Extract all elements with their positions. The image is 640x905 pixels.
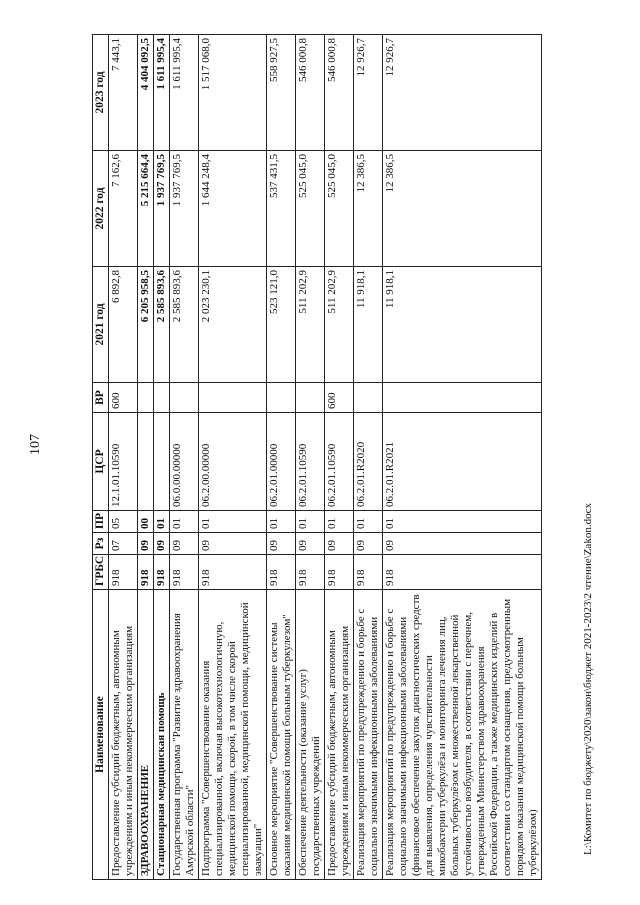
row-pr: 05 (109, 511, 138, 533)
row-vr (383, 383, 542, 413)
header-grbs: ГРБС (93, 555, 109, 590)
row-2023: 1 517 068,0 (199, 35, 267, 151)
row-name: Предоставление субсидий бюджетным, автономным учреждениям и иным некоммерческим организациям (109, 590, 138, 880)
row-grbs: 918 (154, 555, 170, 590)
row-csr: 06.2.01.10590 (296, 413, 325, 511)
row-name: Реализация мероприятий по предупреждению и борьбе с социально значимыми инфекционными заболеваниями (354, 590, 383, 880)
table-row (354, 35, 383, 880)
row-rz: 09 (154, 533, 170, 555)
row-name: Стационарная медицинская помощь (154, 590, 170, 880)
row-2021: 2 585 893,6 (154, 267, 170, 383)
row-2023: 558 927,5 (267, 35, 296, 151)
row-rz: 09 (267, 533, 296, 555)
row-2022: 7 162,6 (109, 151, 138, 267)
table-header-row (93, 35, 109, 880)
row-pr: 01 (354, 511, 383, 533)
row-vr: 600 (325, 383, 354, 413)
row-2021: 11 918,1 (383, 267, 542, 383)
row-pr: 01 (267, 511, 296, 533)
table-row (154, 35, 170, 880)
footer-file-path: L:\Комитет по бюджету\2020\закон\бюджет 2021-2023\2 чтение\Zakon.docx (582, 503, 594, 855)
row-2023: 1 611 995,4 (154, 35, 170, 151)
table-row (199, 35, 267, 880)
table-row (383, 35, 542, 880)
row-2022: 12 386,5 (383, 151, 542, 267)
header-csr: ЦСР (93, 413, 109, 511)
header-2023: 2023 год (93, 35, 109, 151)
row-rz: 09 (170, 533, 199, 555)
row-pr: 00 (138, 511, 154, 533)
row-csr: 06.2.01.R2021 (383, 413, 542, 511)
row-csr (154, 413, 170, 511)
row-name: Основное мероприятие "Совершенствование системы оказания медицинской помощи больным туберкулезом" (267, 590, 296, 880)
row-grbs: 918 (325, 555, 354, 590)
table-row (138, 35, 154, 880)
row-grbs: 918 (383, 555, 542, 590)
header-rz: Рз (93, 533, 109, 555)
row-vr (199, 383, 267, 413)
table-row (109, 35, 138, 880)
row-rz: 07 (109, 533, 138, 555)
row-2021: 523 121,0 (267, 267, 296, 383)
row-pr: 01 (325, 511, 354, 533)
row-vr (170, 383, 199, 413)
row-csr: 06.2.00.00000 (199, 413, 267, 511)
row-grbs: 918 (296, 555, 325, 590)
budget-table-rotated (92, 35, 586, 880)
row-name: ЗДРАВООХРАНЕНИЕ (138, 590, 154, 880)
row-vr (296, 383, 325, 413)
row-csr: 06.0.00.00000 (170, 413, 199, 511)
row-csr: 06.2.01.R2020 (354, 413, 383, 511)
row-pr: 01 (170, 511, 199, 533)
row-2022: 537 431,5 (267, 151, 296, 267)
row-2021: 2 585 893,6 (170, 267, 199, 383)
table-row (267, 35, 296, 880)
row-vr: 600 (109, 383, 138, 413)
row-vr (267, 383, 296, 413)
row-vr (138, 383, 154, 413)
row-2021: 511 202,9 (296, 267, 325, 383)
budget-table (92, 34, 542, 880)
header-vr: ВР (93, 383, 109, 413)
row-csr: 06.2.01.10590 (325, 413, 354, 511)
row-pr: 01 (199, 511, 267, 533)
row-grbs: 918 (267, 555, 296, 590)
row-csr (138, 413, 154, 511)
row-2022: 1 937 769,5 (154, 151, 170, 267)
row-rz: 09 (383, 533, 542, 555)
row-rz: 09 (199, 533, 267, 555)
row-2023: 546 000,8 (296, 35, 325, 151)
table-row (296, 35, 325, 880)
row-grbs: 918 (138, 555, 154, 590)
row-vr (154, 383, 170, 413)
row-2023: 1 611 995,4 (170, 35, 199, 151)
row-2023: 12 926,7 (354, 35, 383, 151)
header-2022: 2022 год (93, 151, 109, 267)
row-2022: 1 644 248,4 (199, 151, 267, 267)
row-rz: 09 (138, 533, 154, 555)
row-name: Предоставление субсидий бюджетным, автономным учреждениям и иным некоммерческим организациям (325, 590, 354, 880)
row-rz: 09 (296, 533, 325, 555)
row-2022: 1 937 769,5 (170, 151, 199, 267)
row-2023: 12 926,7 (383, 35, 542, 151)
row-2021: 511 202,9 (325, 267, 354, 383)
row-csr: 12.1.01.10590 (109, 413, 138, 511)
row-name: Обеспечение деятельности (оказание услуг) государственных учреждений (296, 590, 325, 880)
row-2021: 6 205 958,5 (138, 267, 154, 383)
row-grbs: 918 (199, 555, 267, 590)
table-row (170, 35, 199, 880)
row-2022: 525 045,0 (296, 151, 325, 267)
row-2023: 7 443,1 (109, 35, 138, 151)
row-name: Реализация мероприятий по предупреждению и борьбе с социально значимыми инфекционными заболеваниями (финансовое обеспечение закупок диагностических средств для выявления, определения чувствительности микобактерии туберкулёза и мониторинга лечения лиц, больных туберкулёзом с множественной лекарственной устойчивостью возбудителя, в соответствии с перечнем, утвержденным Министерством здравоохранения Российской Федерации, а также медицинских изделий в соответствии со стандартом оснащения, предусмотренным порядком оказания медицинской помощи больным туберкулёзом) (383, 590, 542, 880)
row-2022: 5 215 664,4 (138, 151, 154, 267)
row-2021: 2 023 230,1 (199, 267, 267, 383)
row-vr (354, 383, 383, 413)
table-row (325, 35, 354, 880)
row-name: Государственная программа "Развитие здравоохранения Амурской области" (170, 590, 199, 880)
header-name: Наименование (93, 590, 109, 880)
row-pr: 01 (154, 511, 170, 533)
row-2021: 11 918,1 (354, 267, 383, 383)
row-pr: 01 (383, 511, 542, 533)
row-grbs: 918 (170, 555, 199, 590)
row-2023: 546 000,8 (325, 35, 354, 151)
header-2021: 2021 год (93, 267, 109, 383)
row-2022: 12 386,5 (354, 151, 383, 267)
row-rz: 09 (354, 533, 383, 555)
row-grbs: 918 (109, 555, 138, 590)
row-rz: 09 (325, 533, 354, 555)
row-name: Подпрограмма "Совершенствование оказания специализированной, включая высокотехнологичную, медицинской помощи, скорой, в том числе скорой специализированной, медицинской помощи, медицинской эвакуации" (199, 590, 267, 880)
header-pr: ПР (93, 511, 109, 533)
row-2021: 6 892,8 (109, 267, 138, 383)
row-pr: 01 (296, 511, 325, 533)
row-2022: 525 045,0 (325, 151, 354, 267)
row-csr: 06.2.01.00000 (267, 413, 296, 511)
row-grbs: 918 (354, 555, 383, 590)
page-number: 107 (28, 434, 43, 455)
row-2023: 4 404 092,5 (138, 35, 154, 151)
